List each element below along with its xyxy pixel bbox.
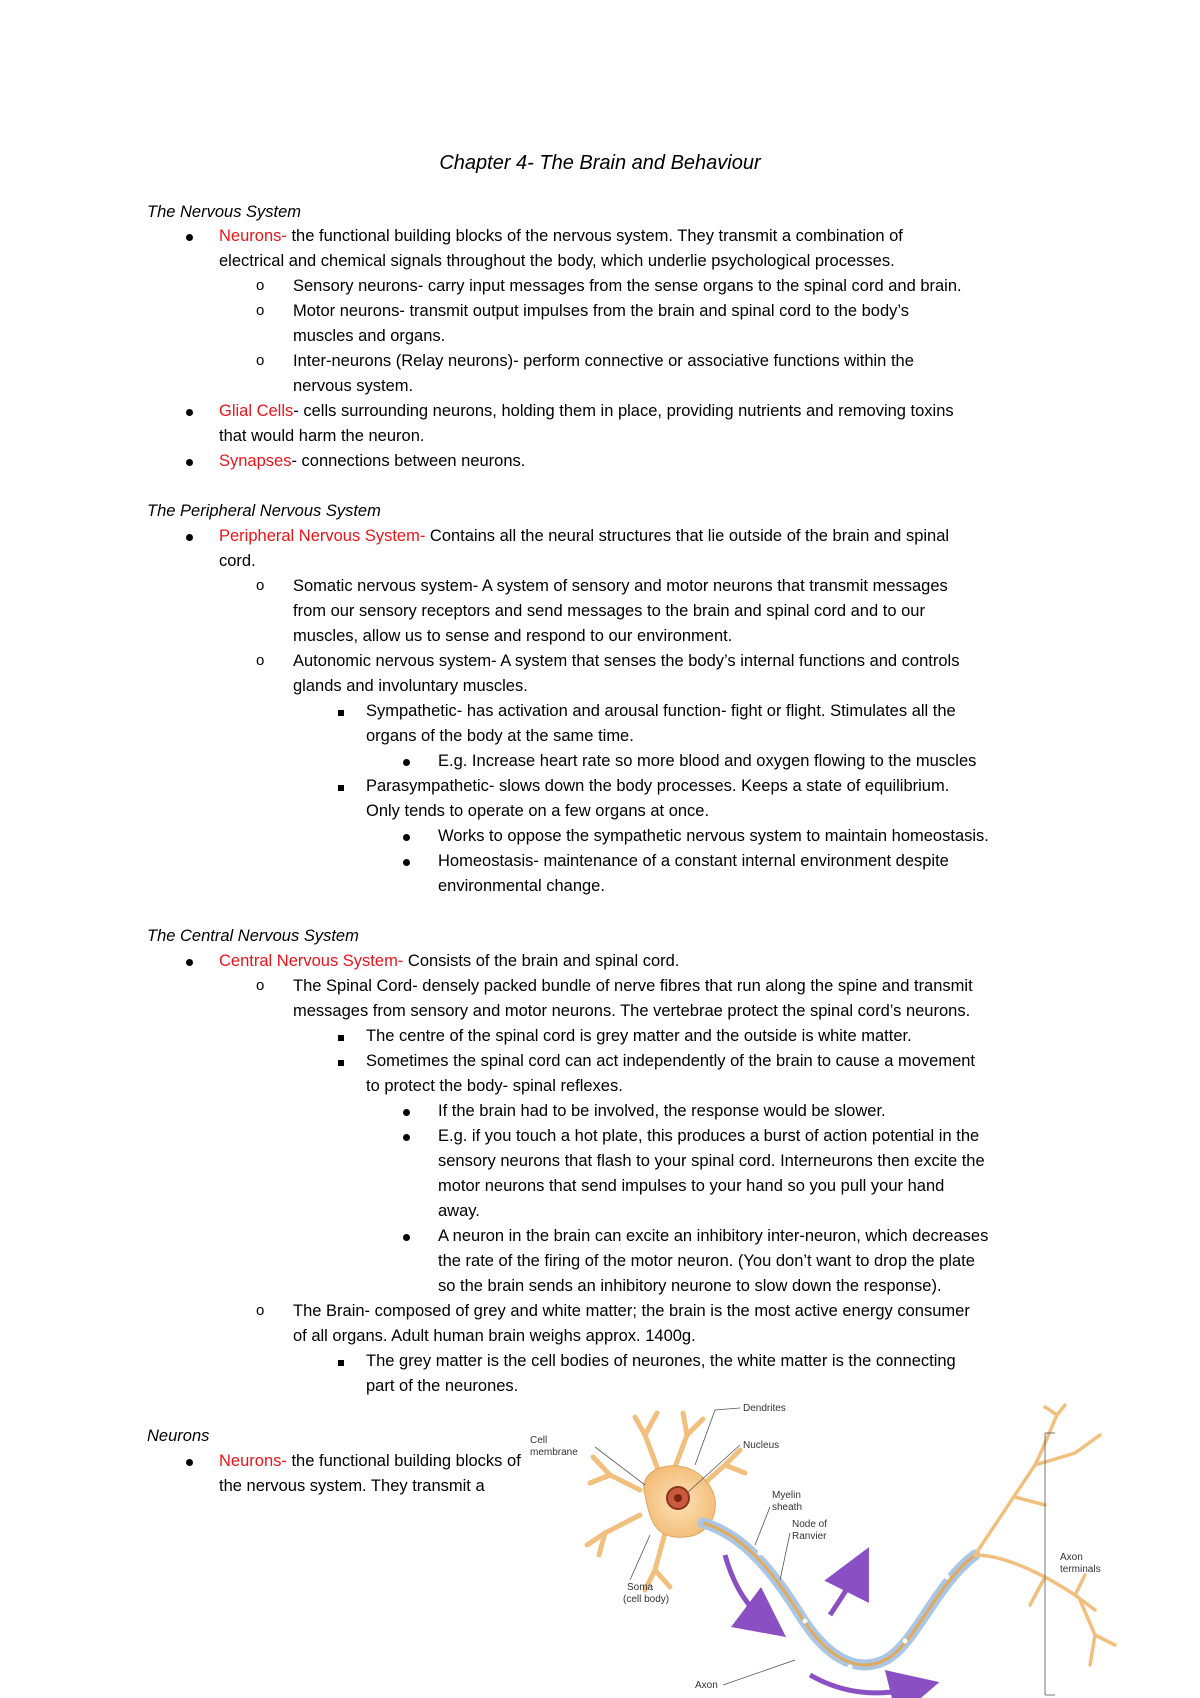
spinal-cord-line-2: messages from sensory and motor neurons. The vertebrae protect the spinal cord’s neurons. bbox=[293, 1002, 971, 1020]
section-heading-peripheral-nervous-system: The Peripheral Nervous System bbox=[147, 502, 381, 520]
motor-neurons-line-1: Motor neurons- transmit output impulses from the brain and spinal cord to the body’s bbox=[293, 302, 910, 320]
sympathetic-line-1: Sympathetic- has activation and arousal function- fight or flight. Stimulates all the bbox=[366, 702, 956, 720]
label-myelin-1: Myelin bbox=[772, 1490, 801, 1501]
bullet-dot bbox=[186, 400, 193, 424]
label-myelin-2: sheath bbox=[772, 1502, 803, 1513]
bullet-circle: o bbox=[256, 352, 265, 369]
neurons-definition-line-2: electrical and chemical signals throughout the body, which underlie psychological processes. bbox=[219, 252, 895, 270]
term-neurons-repeat: Neurons- bbox=[219, 1452, 287, 1470]
bullet-circle: o bbox=[256, 977, 265, 994]
bullet-circle: o bbox=[256, 1302, 265, 1319]
bullet-dot bbox=[186, 525, 193, 549]
bullet-dot bbox=[186, 450, 193, 474]
slower-response-line: If the brain had to be involved, the response would be slower. bbox=[438, 1102, 886, 1120]
hot-plate-line-3: motor neurons that send impulses to your hand so you pull your hand bbox=[438, 1177, 945, 1195]
sympathetic-line-2: organs of the body at the same time. bbox=[366, 727, 634, 745]
parasympathetic-oppose-line: Works to oppose the sympathetic nervous system to maintain homeostasis. bbox=[438, 827, 989, 845]
bullet-dot bbox=[186, 1450, 193, 1474]
label-node-2: Ranvier bbox=[792, 1531, 827, 1542]
signal-arrow-3 bbox=[830, 1565, 860, 1615]
bullet-dot bbox=[403, 1100, 410, 1124]
autonomic-line-1: Autonomic nervous system- A system that senses the body’s internal functions and controls bbox=[293, 652, 960, 670]
hot-plate-line-1: E.g. if you touch a hot plate, this produces a burst of action potential in the bbox=[438, 1127, 980, 1145]
bullet-square bbox=[338, 1025, 344, 1049]
label-cell-membrane-1: Cell bbox=[530, 1435, 548, 1446]
hot-plate-line-4: away. bbox=[438, 1202, 480, 1220]
section-heading-nervous-system: The Nervous System bbox=[147, 203, 302, 221]
bullet-dot bbox=[186, 950, 193, 974]
term-peripheral-nervous-system: Peripheral Nervous System- bbox=[219, 527, 426, 545]
label-axon-terminals-1: Axon bbox=[1060, 1552, 1083, 1563]
glial-cells-line-1: Glial Cells- cells surrounding neurons, holding them in place, providing nutrients and removing toxins bbox=[219, 402, 954, 420]
inhibitory-line-3: so the brain sends an inhibitory neurone to slow down the response). bbox=[438, 1277, 942, 1295]
neurons-repeat-line-2: the nervous system. They transmit a bbox=[219, 1477, 485, 1495]
pns-definition-line-2: cord. bbox=[219, 552, 256, 570]
bullet-dot bbox=[403, 1125, 410, 1149]
signal-arrow-2 bbox=[810, 1675, 920, 1693]
spinal-cord-line-1: The Spinal Cord- densely packed bundle of nerve fibres that run along the spine and transmit bbox=[293, 977, 973, 995]
label-nucleus: Nucleus bbox=[743, 1440, 780, 1451]
autonomic-line-2: glands and involuntary muscles. bbox=[293, 677, 528, 695]
sensory-neurons-line: Sensory neurons- carry input messages from the sense organs to the spinal cord and brain. bbox=[293, 277, 962, 295]
parasympathetic-line-2: Only tends to operate on a few organs at once. bbox=[366, 802, 710, 820]
bullet-square bbox=[338, 1050, 344, 1074]
brain-line-1: The Brain- composed of grey and white matter; the brain is the most active energy consumer bbox=[293, 1302, 970, 1320]
page-title: Chapter 4- The Brain and Behaviour bbox=[439, 152, 761, 174]
bullet-circle: o bbox=[256, 577, 265, 594]
synapses-line: Synapses- connections between neurons. bbox=[219, 452, 526, 470]
inter-neurons-line-2: nervous system. bbox=[293, 377, 414, 395]
inhibitory-line-2: the rate of the firing of the motor neuron. (You don’t want to drop the plate bbox=[438, 1252, 975, 1270]
somatic-line-2: from our sensory receptors and send messages to the brain and spinal cord and to our bbox=[293, 602, 925, 620]
section-heading-central-nervous-system: The Central Nervous System bbox=[147, 927, 359, 945]
label-cell-membrane-2: membrane bbox=[530, 1447, 578, 1458]
spinal-reflex-line-2: to protect the body- spinal reflexes. bbox=[366, 1077, 623, 1095]
bullet-dot bbox=[186, 225, 193, 249]
bullet-square bbox=[338, 700, 344, 724]
neurons-repeat-line-1: Neurons- the functional building blocks of bbox=[219, 1452, 521, 1470]
grey-matter-line: The centre of the spinal cord is grey matter and the outside is white matter. bbox=[366, 1027, 912, 1045]
term-synapses: Synapses bbox=[219, 452, 292, 470]
somatic-line-3: muscles, allow us to sense and respond to our environment. bbox=[293, 627, 733, 645]
parasympathetic-line-1: Parasympathetic- slows down the body processes. Keeps a state of equilibrium. bbox=[366, 777, 950, 795]
somatic-line-1: Somatic nervous system- A system of sensory and motor neurons that transmit messages bbox=[293, 577, 948, 595]
bullet-circle: o bbox=[256, 652, 265, 669]
sympathetic-example-line: E.g. Increase heart rate so more blood and oxygen flowing to the muscles bbox=[438, 752, 977, 770]
label-axon: Axon bbox=[695, 1680, 718, 1691]
glial-cells-line-2: that would harm the neuron. bbox=[219, 427, 425, 445]
label-dendrites: Dendrites bbox=[743, 1403, 786, 1414]
homeostasis-line-2: environmental change. bbox=[438, 877, 605, 895]
neurons-definition-line-1: Neurons- the functional building blocks of the nervous system. They transmit a combination of bbox=[219, 227, 903, 245]
spinal-reflex-line-1: Sometimes the spinal cord can act independently of the brain to cause a movement bbox=[366, 1052, 976, 1070]
label-soma-2: (cell body) bbox=[623, 1594, 670, 1605]
term-central-nervous-system: Central Nervous System- bbox=[219, 952, 404, 970]
label-soma-1: Soma bbox=[627, 1582, 654, 1593]
term-neurons: Neurons- bbox=[219, 227, 287, 245]
bullet-square bbox=[338, 1350, 344, 1374]
matter-line-1: The grey matter is the cell bodies of neurones, the white matter is the connecting bbox=[366, 1352, 956, 1370]
bullet-dot bbox=[403, 750, 410, 774]
hot-plate-line-2: sensory neurons that flash to your spinal cord. Interneurons then excite the bbox=[438, 1152, 985, 1170]
neuron-diagram bbox=[530, 1403, 1130, 1698]
motor-neurons-line-2: muscles and organs. bbox=[293, 327, 446, 345]
bullet-dot bbox=[403, 825, 410, 849]
label-node-1: Node of bbox=[792, 1519, 828, 1530]
inter-neurons-line-1: Inter-neurons (Relay neurons)- perform connective or associative functions within the bbox=[293, 352, 914, 370]
bullet-dot bbox=[403, 1225, 410, 1249]
pns-definition-line-1: Peripheral Nervous System- Contains all the neural structures that lie outside of the brain and spinal bbox=[219, 527, 950, 545]
bullet-square bbox=[338, 775, 344, 799]
inhibitory-line-1: A neuron in the brain can excite an inhibitory inter-neuron, which decreases bbox=[438, 1227, 989, 1245]
homeostasis-line-1: Homeostasis- maintenance of a constant internal environment despite bbox=[438, 852, 949, 870]
brain-line-2: of all organs. Adult human brain weighs approx. 1400g. bbox=[293, 1327, 696, 1345]
bullet-dot bbox=[403, 850, 410, 874]
cns-definition-line: Central Nervous System- Consists of the brain and spinal cord. bbox=[219, 952, 680, 970]
bullet-circle: o bbox=[256, 277, 265, 294]
matter-line-2: part of the neurones. bbox=[366, 1377, 519, 1395]
term-glial-cells: Glial Cells bbox=[219, 402, 294, 420]
label-axon-terminals-2: terminals bbox=[1060, 1564, 1101, 1575]
section-heading-neurons: Neurons bbox=[147, 1427, 210, 1445]
bullet-circle: o bbox=[256, 302, 265, 319]
